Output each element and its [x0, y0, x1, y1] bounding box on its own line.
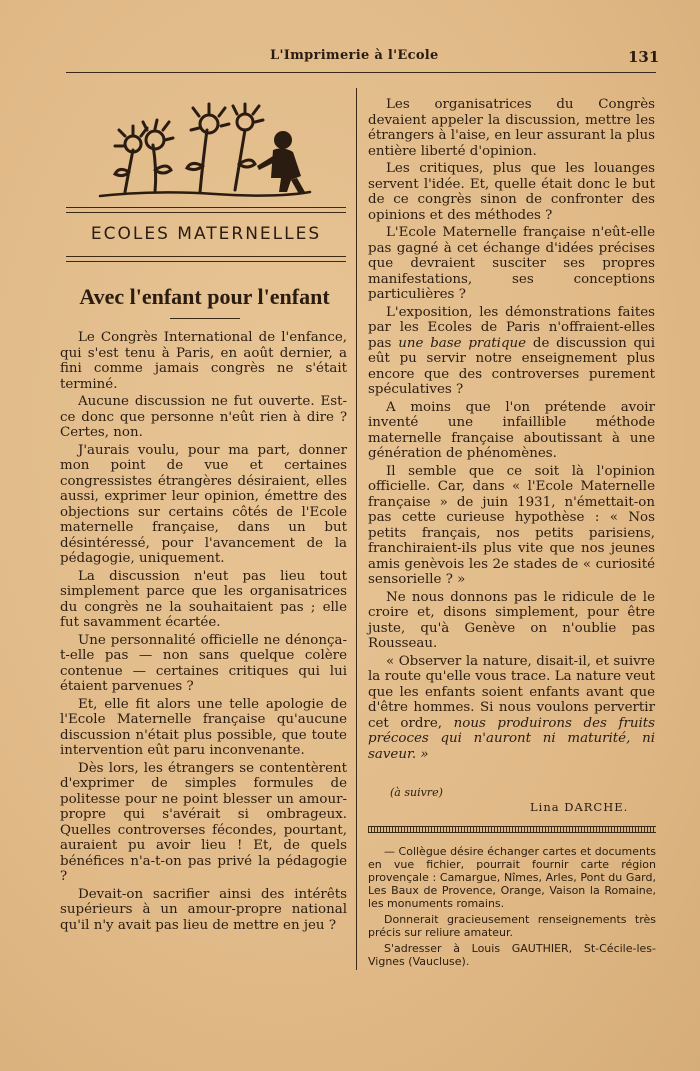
paragraph: J'aurais voulu, pour ma part, donner mon point de vue et certaines congressistes étrangères désiraient, elles aussi, exprimer leur opinion, émettre des objections sur certains côtés de l'Ecole maternelle française, dans un but désintéressé, pour l'avancement de la pédagogie, uniquement.	[60, 442, 347, 566]
section-title: ECOLES MATERNELLES	[90, 224, 322, 244]
paragraph: Il semble que ce soit là l'opinion officielle. Car, dans « l'Ecole Maternelle française » de juin 1931, n'émettait-on pas cette curieuse hypothèse : « Nos petits français, nos petits parisiens, franchiraient-ils plus vite que nos jeunes amis genèvois les 2e stades de « curiosité sensorielle ? »	[368, 463, 655, 587]
notice: Donnerait gracieusement renseignements très précis sur reliure amateur.	[368, 913, 656, 939]
running-head: L'Imprimerie à l'Ecole	[270, 48, 439, 63]
paragraph: La discussion n'eut pas lieu tout simplement parce que les organisatrices du congrès ne la souhaitaient pas ; elle fut savamment écartée.	[60, 568, 347, 630]
article-title: Avec l'enfant pour l'enfant	[79, 284, 330, 309]
title-rule	[170, 318, 240, 319]
paragraph: Les organisatrices du Congrès devaient appeler la discussion, mettre les étrangers à l'aise, en leur assurant la plus entière liberté d'opinion.	[368, 97, 655, 159]
notice: S'adresser à Louis GAUTHIER, St-Cécile-les-Vignes (Vaucluse).	[368, 942, 656, 968]
notices-rule	[368, 826, 656, 833]
page-number: 131	[628, 48, 660, 66]
right-column	[368, 97, 655, 764]
notice: — Collègue désire échanger cartes et documents en vue fichier, pourrait fournir carte région provençale : Camargue, Nîmes, Arles, Pont du Gard, Les Baux de Provence, Orange, Vaison la Romaine, les monuments romains.	[368, 845, 656, 910]
paragraph: Ne nous donnons pas le ridicule de le croire et, disons simplement, pour être juste, qu'à Genève on n'oublie pas Rousseau.	[368, 589, 655, 651]
to-be-continued: (à suivre)	[390, 786, 443, 799]
author: Lina DARCHE.	[530, 800, 629, 814]
column-divider	[356, 88, 357, 970]
left-column	[60, 330, 347, 935]
paragraph: L'exposition, les démonstrations faites par les Ecoles de Paris n'offraient-elles pas une base pratique de discussion qui eût pu servir notre enseignement plus encore que des controverses purement spéculatives ?	[368, 304, 656, 397]
section-rule-top	[66, 207, 346, 213]
paragraph: Une personnalité officielle ne dénonça-t-elle pas — non sans quelque colère contenue — certaines critiques qui lui étaient parvenues ?	[60, 632, 347, 694]
paragraph: Devait-on sacrifier ainsi des intérêts supérieurs à un amour-propre national qu'il n'y avait pas lieu de mettre en jeu ?	[60, 886, 347, 933]
paragraph: Les critiques, plus que les louanges servent l'idée. Et, quelle était donc le but de ce congrès sinon de confronter des opinions et des méthodes ?	[368, 161, 655, 223]
flowers-child-illustration	[95, 100, 320, 202]
paragraph: « Observer la nature, disait-il, et suivre la route qu'elle vous trace. La nature veut que les enfants soient enfants avant que d'être hommes. Si nous voulons pervertir cet ordre, nous produirons des fruits précoces qui n'auront ni maturité, ni saveur. »	[368, 653, 655, 762]
notices	[368, 845, 656, 971]
paragraph: L'Ecole Maternelle française n'eût-elle pas gagné à cet échange d'idées précises que devraient susciter ses propres manifestations, ses conceptions particulières ?	[368, 225, 655, 302]
paragraph: Le Congrès International de l'enfance, qui s'est tenu à Paris, en août dernier, a fini comme jamais congrès ne s'était terminé.	[60, 330, 347, 392]
paragraph: Et, elle fit alors une telle apologie de l'Ecole Maternelle française qu'aucune discussion n'était plus possible, que toute intervention eût paru inconvenante.	[60, 696, 347, 758]
section-rule-bottom	[66, 256, 346, 262]
paragraph: A moins que l'on prétende avoir inventé une infaillible méthode maternelle française aboutissant à une génération de phénomènes.	[368, 399, 655, 461]
paragraph: Dès lors, les étrangers se contentèrent d'exprimer de simples formules de politesse pour ne point blesser un amour-propre qui s'avérait si ombrageux. Quelles controverses fécondes, pourtant, auraient pu avoir lieu ! Et, de quels bénéfices n'a-t-on pas privé la pédagogie ?	[60, 760, 347, 884]
paragraph: Aucune discussion ne fut ouverte. Est-ce donc que personne n'eût rien à dire ? Certes, non.	[60, 394, 347, 440]
header-rule	[66, 72, 656, 73]
